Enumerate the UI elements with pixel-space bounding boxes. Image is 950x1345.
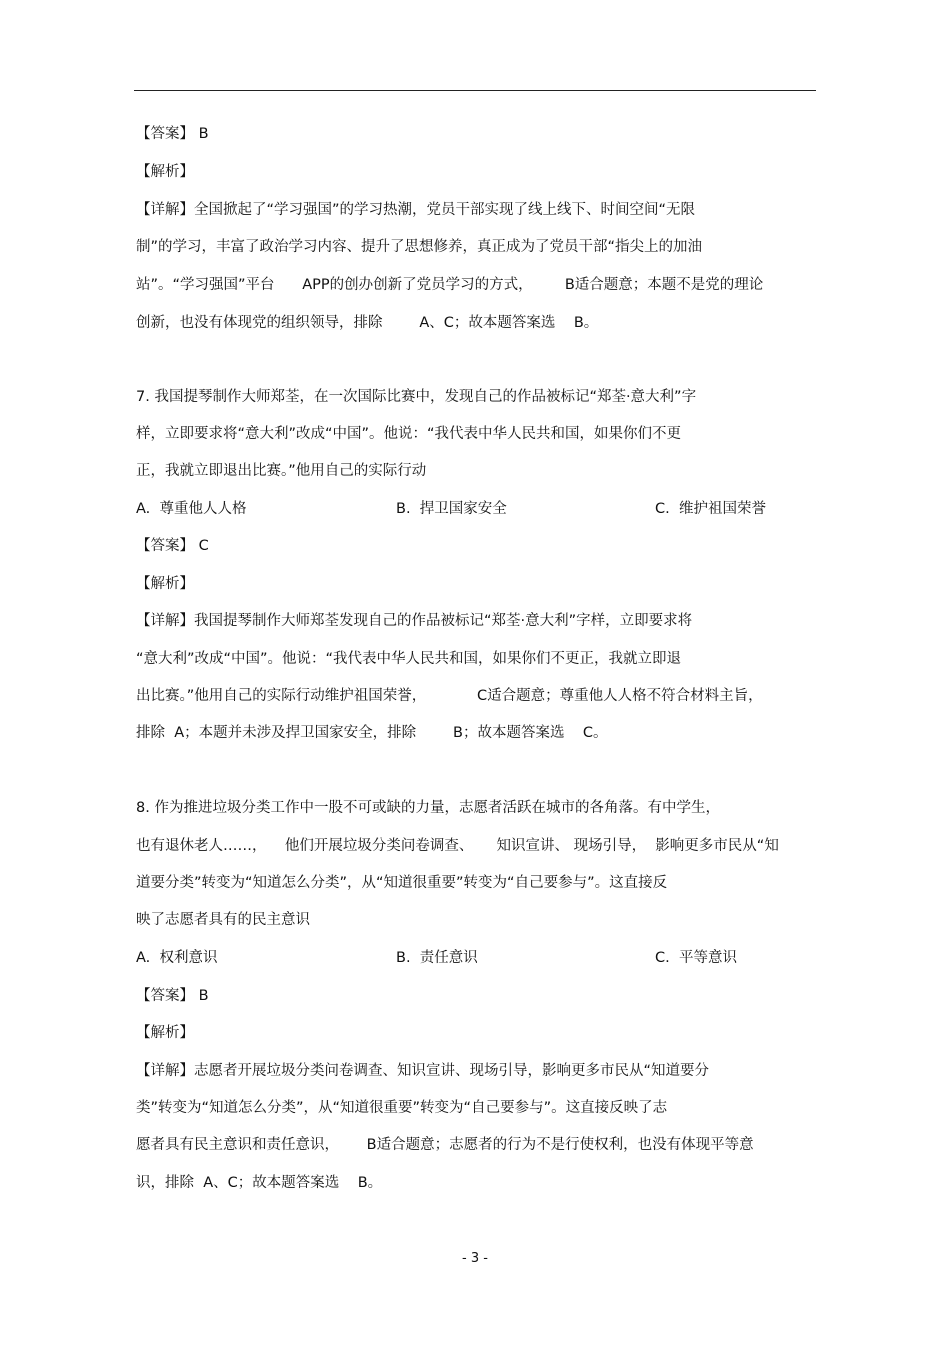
q8-option-c: C. 平等意识 <box>655 950 737 966</box>
q7-analysis-heading: 【解析】 <box>136 576 194 592</box>
q8-stem-line-1: 8. 作为推进垃圾分类工作中一股不可或缺的力量，志愿者活跃在城市的各角落。有中学生， <box>136 800 720 816</box>
q7-detail-line-4: 排除 A；本题并未涉及捍卫国家安全，排除 B；故本题答案选 C。 <box>136 725 608 741</box>
q7-stem-line-2: 样，立即要求将“意大利”改成“中国”。他说：“我代表中华人民共和国，如果你们不更 <box>136 426 682 442</box>
q7-option-a: A. 尊重他人人格 <box>136 501 247 517</box>
q7-answer: 【答案】 C <box>136 538 209 554</box>
q8-detail-line-1: 【详解】志愿者开展垃圾分类问卷调查、知识宣讲、现场引导，影响更多市民从“知道要分 <box>136 1063 710 1079</box>
q7-stem-line-1: 7. 我国提琴制作大师郑荃，在一次国际比赛中，发现自己的作品被标记“郑荃·意大利”字 <box>136 389 697 405</box>
q7-detail-line-1: 【详解】我国提琴制作大师郑荃发现自己的作品被标记“郑荃·意大利”字样，立即要求将 <box>136 613 693 629</box>
q7-stem-line-3: 正，我就立即退出比赛。”他用自己的实际行动 <box>136 463 427 479</box>
q8-answer: 【答案】 B <box>136 988 209 1004</box>
detail-6-line-2: 制”的学习，丰富了政治学习内容、提升了思想修养，真正成为了党员干部“指尖上的加油 <box>136 239 703 255</box>
q8-option-b: B. 责任意识 <box>396 950 478 966</box>
q8-detail-line-3: 愿者具有民主意识和责任意识， B适合题意；志愿者的行为不是行使权利，也没有体现平等意 <box>136 1137 754 1153</box>
header-rule <box>134 90 816 91</box>
q8-stem-line-3: 道要分类”转变为“知道怎么分类”，从“知道很重要”转变为“自己要参与”。这直接反 <box>136 875 668 891</box>
q7-option-c: C. 维护祖国荣誉 <box>655 501 766 517</box>
q7-detail-line-2: “意大利”改成“中国”。他说：“我代表中华人民共和国，如果你们不更正，我就立即退 <box>136 651 682 667</box>
q7-detail-line-3: 出比赛。”他用自己的实际行动维护祖国荣誉， C适合题意；尊重他人人格不符合材料主旨， <box>136 688 763 704</box>
q8-stem-line-2: 也有退休老人……， 他们开展垃圾分类问卷调查、 知识宣讲、 现场引导， 影响更多市民从“知 <box>136 838 779 854</box>
detail-6-line-4: 创新，也没有体现党的组织领导，排除 A、C；故本题答案选 B。 <box>136 315 599 331</box>
detail-6-line-3: 站”。“学习强国”平台 APP的创办创新了党员学习的方式， B适合题意；本题不是党的理论 <box>136 277 764 293</box>
detail-6-line-1: 【详解】全国掀起了“学习强国”的学习热潮，党员干部实现了线上线下、时间空间“无限 <box>136 202 696 218</box>
q8-stem-line-4: 映了志愿者具有的民主意识 <box>136 912 310 928</box>
answer-6: 【答案】 B <box>136 126 209 142</box>
q8-analysis-heading: 【解析】 <box>136 1025 194 1041</box>
q8-detail-line-4: 识，排除 A、C；故本题答案选 B。 <box>136 1175 383 1191</box>
page-number: - 3 - <box>462 1251 488 1266</box>
q8-option-a: A. 权利意识 <box>136 950 218 966</box>
q8-detail-line-2: 类”转变为“知道怎么分类”，从“知道很重要”转变为“自己要参与”。这直接反映了志 <box>136 1100 668 1116</box>
analysis-heading-6: 【解析】 <box>136 164 194 180</box>
q7-option-b: B. 捍卫国家安全 <box>396 501 507 517</box>
